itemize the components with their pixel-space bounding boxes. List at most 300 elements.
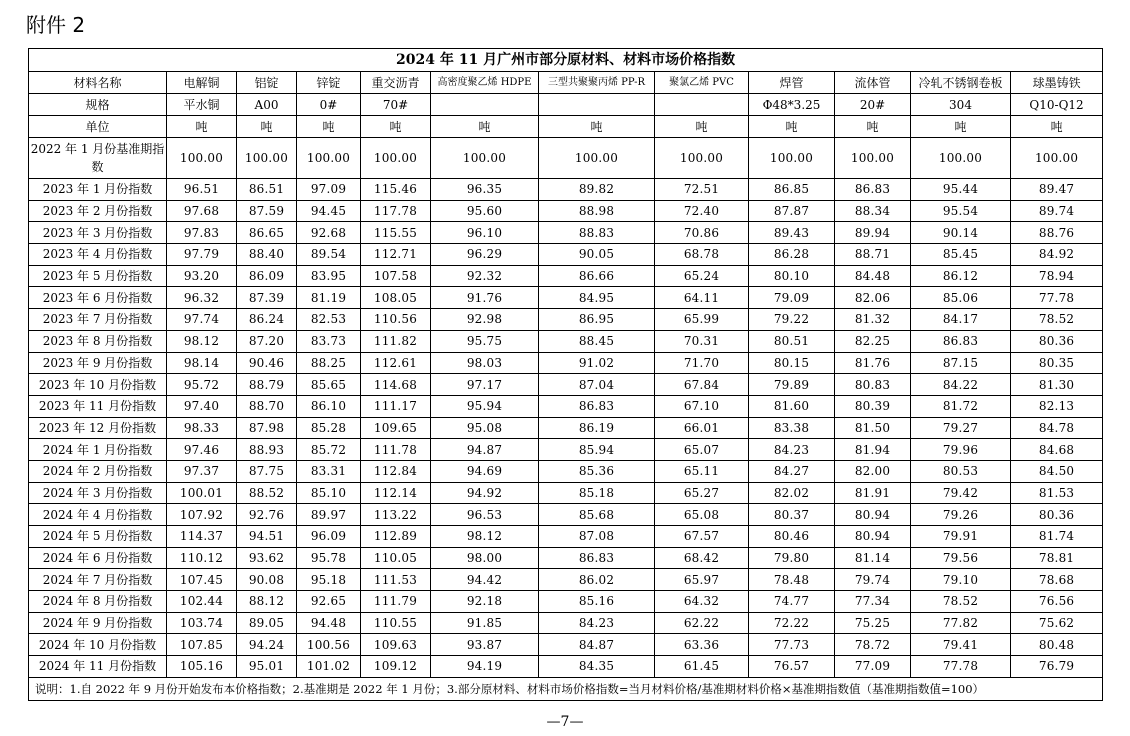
- index-value: 92.32: [431, 265, 539, 287]
- index-value: 77.82: [911, 612, 1011, 634]
- index-value: 95.44: [911, 179, 1011, 201]
- table-row: [29, 222, 1103, 244]
- index-value: 80.37: [749, 504, 835, 526]
- unit-row: [29, 116, 1103, 138]
- index-value: 88.98: [539, 200, 655, 222]
- index-value: 79.41: [911, 634, 1011, 656]
- index-value: 81.94: [835, 439, 911, 461]
- index-value: 84.48: [835, 265, 911, 287]
- index-value: 100.00: [911, 138, 1011, 179]
- index-value: 98.12: [431, 526, 539, 548]
- index-value: 80.15: [749, 352, 835, 374]
- row-label: 2024 年 2 月份指数: [29, 460, 167, 482]
- index-value: 97.37: [167, 460, 237, 482]
- index-value: 78.48: [749, 569, 835, 591]
- index-value: 95.72: [167, 374, 237, 396]
- material-name-row: [29, 72, 1103, 94]
- index-value: 91.85: [431, 612, 539, 634]
- index-value: 89.54: [297, 244, 361, 266]
- index-value: 100.00: [297, 138, 361, 179]
- index-value: 65.27: [655, 482, 749, 504]
- row-label: 2024 年 11 月份指数: [29, 656, 167, 678]
- index-value: 92.18: [431, 591, 539, 613]
- row-label: 2023 年 10 月份指数: [29, 374, 167, 396]
- index-value: 97.79: [167, 244, 237, 266]
- index-value: 95.60: [431, 200, 539, 222]
- table-row: [29, 374, 1103, 396]
- index-value: 108.05: [361, 287, 431, 309]
- price-index-table: [28, 48, 1103, 701]
- index-value: 81.19: [297, 287, 361, 309]
- table-row: [29, 287, 1103, 309]
- index-value: 112.84: [361, 460, 431, 482]
- index-value: 64.32: [655, 591, 749, 613]
- material-spec: Q10-Q12: [1011, 94, 1103, 116]
- index-value: 90.05: [539, 244, 655, 266]
- index-value: 70.31: [655, 330, 749, 352]
- index-value: 81.53: [1011, 482, 1103, 504]
- material-spec: Φ48*3.25: [749, 94, 835, 116]
- index-value: 72.40: [655, 200, 749, 222]
- table-note: 说明：1.自 2022 年 9 月份开始发布本价格指数；2.基准期是 2022 年 1 月份；3.部分原材料、材料市场价格指数=当月材料价格/基准期材料价格×基准期指数值（基准期指数值=100）: [29, 677, 1103, 700]
- index-value: 76.79: [1011, 656, 1103, 678]
- table-row: [29, 265, 1103, 287]
- index-value: 94.42: [431, 569, 539, 591]
- unit-label: 单位: [29, 116, 167, 138]
- index-value: 94.24: [237, 634, 297, 656]
- index-value: 80.10: [749, 265, 835, 287]
- index-value: 87.39: [237, 287, 297, 309]
- index-value: 67.57: [655, 526, 749, 548]
- index-value: 84.78: [1011, 417, 1103, 439]
- material-name: 聚氯乙烯 PVC: [655, 72, 749, 94]
- row-label: 2022 年 1 月份基准期指数: [29, 138, 167, 179]
- index-value: 79.74: [835, 569, 911, 591]
- index-value: 81.60: [749, 395, 835, 417]
- index-value: 82.13: [1011, 395, 1103, 417]
- index-value: 112.14: [361, 482, 431, 504]
- material-unit: 吨: [1011, 116, 1103, 138]
- material-name: 三型共聚聚丙烯 PP-R: [539, 72, 655, 94]
- index-value: 61.45: [655, 656, 749, 678]
- material-unit: 吨: [911, 116, 1011, 138]
- index-value: 84.27: [749, 460, 835, 482]
- table-row: [29, 482, 1103, 504]
- table-row: [29, 309, 1103, 331]
- index-value: 64.11: [655, 287, 749, 309]
- index-value: 79.56: [911, 547, 1011, 569]
- table-row: [29, 179, 1103, 201]
- index-value: 109.12: [361, 656, 431, 678]
- index-value: 85.72: [297, 439, 361, 461]
- index-value: 86.83: [835, 179, 911, 201]
- index-value: 79.09: [749, 287, 835, 309]
- index-value: 65.08: [655, 504, 749, 526]
- index-value: 111.17: [361, 395, 431, 417]
- index-value: 94.48: [297, 612, 361, 634]
- table-row: [29, 439, 1103, 461]
- index-value: 78.52: [911, 591, 1011, 613]
- index-value: 93.87: [431, 634, 539, 656]
- index-value: 97.09: [297, 179, 361, 201]
- index-value: 86.83: [539, 547, 655, 569]
- index-value: 96.09: [297, 526, 361, 548]
- index-value: 75.25: [835, 612, 911, 634]
- index-value: 102.44: [167, 591, 237, 613]
- table-row: [29, 460, 1103, 482]
- index-value: 80.46: [749, 526, 835, 548]
- index-value: 72.22: [749, 612, 835, 634]
- index-value: 81.76: [835, 352, 911, 374]
- index-value: 95.78: [297, 547, 361, 569]
- index-value: 115.46: [361, 179, 431, 201]
- index-value: 83.73: [297, 330, 361, 352]
- index-value: 92.76: [237, 504, 297, 526]
- row-label: 2023 年 9 月份指数: [29, 352, 167, 374]
- row-label: 2023 年 2 月份指数: [29, 200, 167, 222]
- index-value: 94.19: [431, 656, 539, 678]
- index-value: 97.46: [167, 439, 237, 461]
- index-value: 82.02: [749, 482, 835, 504]
- table-row: [29, 200, 1103, 222]
- row-label: 2023 年 3 月份指数: [29, 222, 167, 244]
- material-unit: 吨: [539, 116, 655, 138]
- index-value: 79.96: [911, 439, 1011, 461]
- index-value: 89.97: [297, 504, 361, 526]
- index-value: 94.87: [431, 439, 539, 461]
- index-value: 95.18: [297, 569, 361, 591]
- index-value: 86.66: [539, 265, 655, 287]
- material-name: 球墨铸铁: [1011, 72, 1103, 94]
- index-value: 111.78: [361, 439, 431, 461]
- index-value: 78.68: [1011, 569, 1103, 591]
- row-label: 2023 年 12 月份指数: [29, 417, 167, 439]
- index-value: 77.78: [1011, 287, 1103, 309]
- index-value: 100.00: [361, 138, 431, 179]
- index-value: 85.65: [297, 374, 361, 396]
- index-value: 97.83: [167, 222, 237, 244]
- material-spec: [431, 94, 539, 116]
- table-row: [29, 395, 1103, 417]
- index-value: 86.83: [911, 330, 1011, 352]
- table-row: [29, 504, 1103, 526]
- index-value: 111.82: [361, 330, 431, 352]
- material-name: 电解铜: [167, 72, 237, 94]
- index-value: 86.12: [911, 265, 1011, 287]
- material-spec: A00: [237, 94, 297, 116]
- index-value: 82.06: [835, 287, 911, 309]
- index-value: 88.76: [1011, 222, 1103, 244]
- index-value: 83.95: [297, 265, 361, 287]
- index-value: 100.56: [297, 634, 361, 656]
- index-value: 77.34: [835, 591, 911, 613]
- index-value: 87.75: [237, 460, 297, 482]
- index-value: 82.25: [835, 330, 911, 352]
- index-value: 110.12: [167, 547, 237, 569]
- row-label: 2024 年 3 月份指数: [29, 482, 167, 504]
- index-value: 88.40: [237, 244, 297, 266]
- material-spec: 20#: [835, 94, 911, 116]
- index-value: 86.65: [237, 222, 297, 244]
- row-label: 2023 年 6 月份指数: [29, 287, 167, 309]
- index-value: 84.68: [1011, 439, 1103, 461]
- row-label: 2023 年 7 月份指数: [29, 309, 167, 331]
- index-value: 79.26: [911, 504, 1011, 526]
- index-value: 79.10: [911, 569, 1011, 591]
- material-spec: 304: [911, 94, 1011, 116]
- index-value: 89.05: [237, 612, 297, 634]
- material-unit: 吨: [297, 116, 361, 138]
- index-value: 112.71: [361, 244, 431, 266]
- index-value: 114.68: [361, 374, 431, 396]
- row-label: 2024 年 8 月份指数: [29, 591, 167, 613]
- index-value: 110.05: [361, 547, 431, 569]
- index-value: 80.39: [835, 395, 911, 417]
- index-value: 87.87: [749, 200, 835, 222]
- spec-label: 规格: [29, 94, 167, 116]
- index-value: 97.40: [167, 395, 237, 417]
- index-value: 88.12: [237, 591, 297, 613]
- index-value: 77.73: [749, 634, 835, 656]
- row-label: 2024 年 7 月份指数: [29, 569, 167, 591]
- index-value: 100.00: [539, 138, 655, 179]
- index-value: 100.00: [431, 138, 539, 179]
- index-value: 88.34: [835, 200, 911, 222]
- index-value: 98.00: [431, 547, 539, 569]
- index-value: 107.45: [167, 569, 237, 591]
- index-value: 96.51: [167, 179, 237, 201]
- index-value: 86.02: [539, 569, 655, 591]
- index-value: 96.32: [167, 287, 237, 309]
- index-value: 81.72: [911, 395, 1011, 417]
- index-value: 96.35: [431, 179, 539, 201]
- index-value: 94.92: [431, 482, 539, 504]
- row-label: 2024 年 4 月份指数: [29, 504, 167, 526]
- index-value: 88.71: [835, 244, 911, 266]
- index-value: 85.16: [539, 591, 655, 613]
- index-value: 81.14: [835, 547, 911, 569]
- index-value: 80.94: [835, 504, 911, 526]
- material-spec: 0#: [297, 94, 361, 116]
- material-unit: 吨: [237, 116, 297, 138]
- row-label: 2024 年 5 月份指数: [29, 526, 167, 548]
- index-value: 74.77: [749, 591, 835, 613]
- index-value: 112.61: [361, 352, 431, 374]
- index-value: 72.51: [655, 179, 749, 201]
- material-unit: 吨: [361, 116, 431, 138]
- spec-row: [29, 94, 1103, 116]
- index-value: 95.01: [237, 656, 297, 678]
- index-value: 78.81: [1011, 547, 1103, 569]
- index-value: 96.29: [431, 244, 539, 266]
- index-value: 84.87: [539, 634, 655, 656]
- attachment-label: 附件 2: [26, 13, 86, 37]
- material-unit: 吨: [835, 116, 911, 138]
- index-value: 79.22: [749, 309, 835, 331]
- row-label: 2023 年 4 月份指数: [29, 244, 167, 266]
- index-value: 83.38: [749, 417, 835, 439]
- table-row: [29, 656, 1103, 678]
- index-value: 81.50: [835, 417, 911, 439]
- index-value: 96.10: [431, 222, 539, 244]
- index-value: 97.68: [167, 200, 237, 222]
- index-value: 86.09: [237, 265, 297, 287]
- index-value: 97.74: [167, 309, 237, 331]
- index-value: 86.51: [237, 179, 297, 201]
- index-value: 100.00: [835, 138, 911, 179]
- index-value: 65.07: [655, 439, 749, 461]
- index-value: 66.01: [655, 417, 749, 439]
- index-value: 76.57: [749, 656, 835, 678]
- index-value: 80.36: [1011, 504, 1103, 526]
- table-row: [29, 244, 1103, 266]
- index-value: 89.74: [1011, 200, 1103, 222]
- index-value: 90.08: [237, 569, 297, 591]
- index-value: 89.43: [749, 222, 835, 244]
- index-value: 84.23: [749, 439, 835, 461]
- index-value: 85.94: [539, 439, 655, 461]
- index-value: 87.15: [911, 352, 1011, 374]
- index-value: 81.91: [835, 482, 911, 504]
- index-value: 87.59: [237, 200, 297, 222]
- index-value: 86.10: [297, 395, 361, 417]
- index-value: 85.18: [539, 482, 655, 504]
- index-value: 80.94: [835, 526, 911, 548]
- index-value: 80.35: [1011, 352, 1103, 374]
- index-value: 92.65: [297, 591, 361, 613]
- index-value: 81.30: [1011, 374, 1103, 396]
- index-value: 95.54: [911, 200, 1011, 222]
- index-value: 98.03: [431, 352, 539, 374]
- index-value: 65.97: [655, 569, 749, 591]
- index-value: 88.83: [539, 222, 655, 244]
- index-value: 90.14: [911, 222, 1011, 244]
- index-value: 117.78: [361, 200, 431, 222]
- index-value: 85.36: [539, 460, 655, 482]
- index-value: 71.70: [655, 352, 749, 374]
- index-value: 88.25: [297, 352, 361, 374]
- index-value: 77.09: [835, 656, 911, 678]
- index-value: 84.92: [1011, 244, 1103, 266]
- table-row: [29, 612, 1103, 634]
- index-value: 109.63: [361, 634, 431, 656]
- row-label: 2024 年 6 月份指数: [29, 547, 167, 569]
- index-value: 84.35: [539, 656, 655, 678]
- material-spec: 平水铜: [167, 94, 237, 116]
- index-value: 86.19: [539, 417, 655, 439]
- note-row: [29, 677, 1103, 700]
- index-value: 63.36: [655, 634, 749, 656]
- index-value: 93.62: [237, 547, 297, 569]
- material-name: 锌锭: [297, 72, 361, 94]
- index-value: 96.53: [431, 504, 539, 526]
- index-value: 88.52: [237, 482, 297, 504]
- index-value: 93.20: [167, 265, 237, 287]
- material-name: 冷轧不锈钢卷板: [911, 72, 1011, 94]
- index-value: 75.62: [1011, 612, 1103, 634]
- index-value: 84.17: [911, 309, 1011, 331]
- index-value: 110.55: [361, 612, 431, 634]
- index-value: 110.56: [361, 309, 431, 331]
- row-label: 2024 年 1 月份指数: [29, 439, 167, 461]
- table-row: [29, 417, 1103, 439]
- index-value: 107.92: [167, 504, 237, 526]
- index-value: 100.00: [1011, 138, 1103, 179]
- table-row: [29, 352, 1103, 374]
- table-row: [29, 526, 1103, 548]
- index-value: 86.24: [237, 309, 297, 331]
- index-value: 114.37: [167, 526, 237, 548]
- index-value: 95.08: [431, 417, 539, 439]
- index-value: 89.47: [1011, 179, 1103, 201]
- index-value: 90.46: [237, 352, 297, 374]
- index-value: 79.89: [749, 374, 835, 396]
- index-value: 113.22: [361, 504, 431, 526]
- index-value: 79.80: [749, 547, 835, 569]
- index-value: 95.94: [431, 395, 539, 417]
- index-value: 107.58: [361, 265, 431, 287]
- material-name: 高密度聚乙烯 HDPE: [431, 72, 539, 94]
- index-value: 76.56: [1011, 591, 1103, 613]
- index-value: 68.42: [655, 547, 749, 569]
- index-value: 87.08: [539, 526, 655, 548]
- index-value: 91.02: [539, 352, 655, 374]
- index-value: 92.98: [431, 309, 539, 331]
- index-value: 91.76: [431, 287, 539, 309]
- material-name: 铝锭: [237, 72, 297, 94]
- index-value: 85.68: [539, 504, 655, 526]
- index-value: 84.22: [911, 374, 1011, 396]
- index-value: 98.14: [167, 352, 237, 374]
- index-value: 67.10: [655, 395, 749, 417]
- material-unit: 吨: [167, 116, 237, 138]
- index-value: 68.78: [655, 244, 749, 266]
- material-spec: [539, 94, 655, 116]
- material-unit: 吨: [655, 116, 749, 138]
- index-value: 100.01: [167, 482, 237, 504]
- index-value: 94.51: [237, 526, 297, 548]
- index-value: 83.31: [297, 460, 361, 482]
- index-value: 94.45: [297, 200, 361, 222]
- index-value: 100.00: [655, 138, 749, 179]
- row-label: 2024 年 10 月份指数: [29, 634, 167, 656]
- table-row: [29, 569, 1103, 591]
- material-unit: 吨: [431, 116, 539, 138]
- index-value: 70.86: [655, 222, 749, 244]
- index-value: 87.98: [237, 417, 297, 439]
- table-row: [29, 634, 1103, 656]
- row-label: 2023 年 5 月份指数: [29, 265, 167, 287]
- index-value: 85.28: [297, 417, 361, 439]
- index-value: 111.53: [361, 569, 431, 591]
- index-value: 101.02: [297, 656, 361, 678]
- index-value: 95.75: [431, 330, 539, 352]
- index-value: 78.52: [1011, 309, 1103, 331]
- row-label: 2023 年 8 月份指数: [29, 330, 167, 352]
- material-name: 流体管: [835, 72, 911, 94]
- index-value: 111.79: [361, 591, 431, 613]
- index-value: 65.99: [655, 309, 749, 331]
- row-label: 2023 年 11 月份指数: [29, 395, 167, 417]
- index-value: 88.45: [539, 330, 655, 352]
- table-row: [29, 330, 1103, 352]
- baseline-row: [29, 138, 1103, 179]
- index-value: 92.68: [297, 222, 361, 244]
- index-value: 84.50: [1011, 460, 1103, 482]
- index-value: 79.91: [911, 526, 1011, 548]
- index-value: 88.70: [237, 395, 297, 417]
- table-title: 2024 年 11 月广州市部分原材料、材料市场价格指数: [29, 49, 1103, 72]
